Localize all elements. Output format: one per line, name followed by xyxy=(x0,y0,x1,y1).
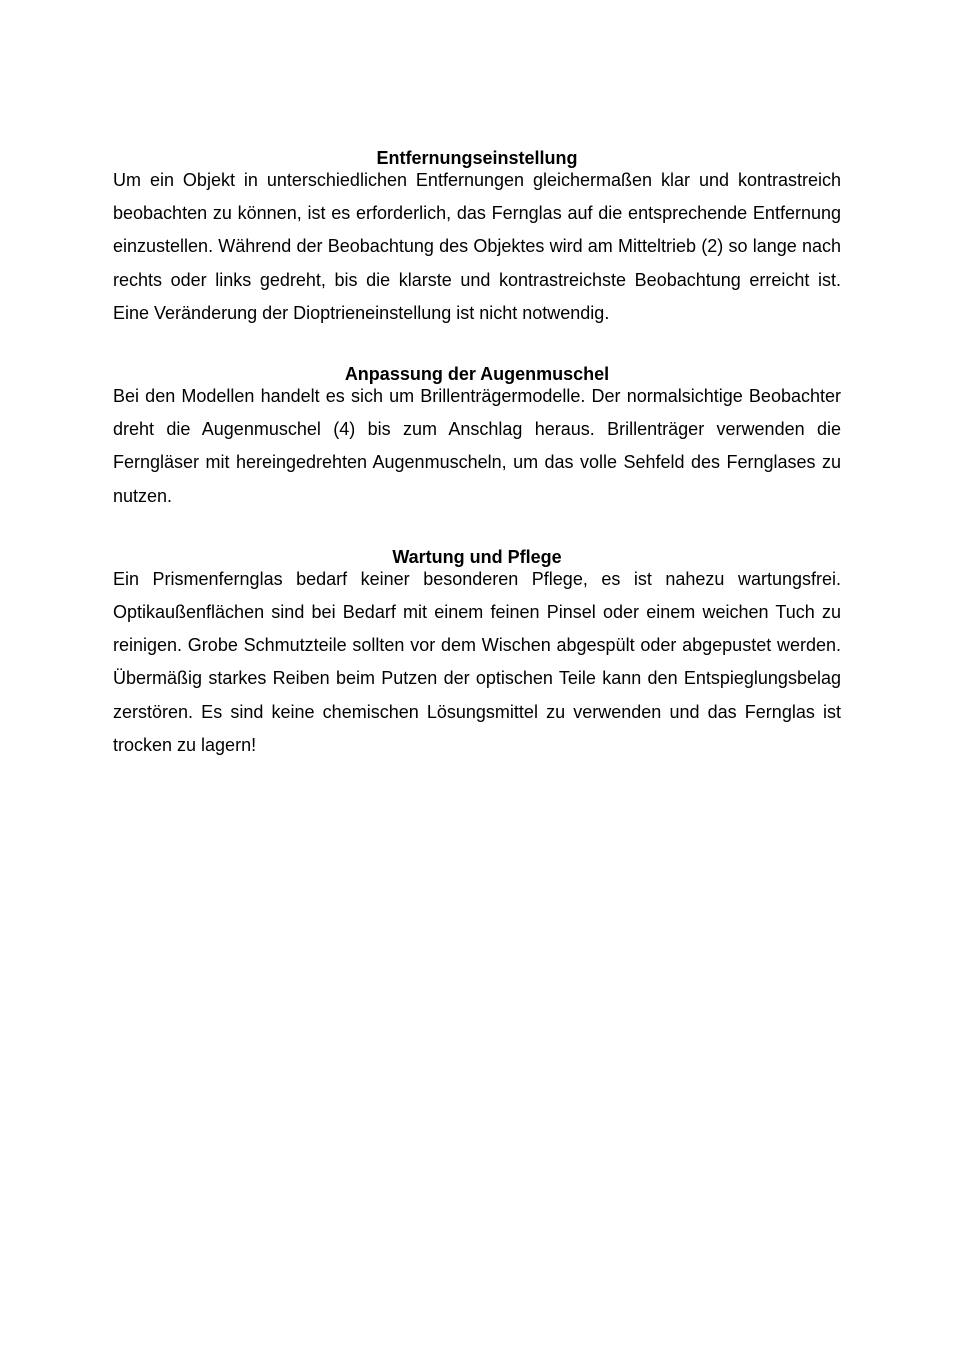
section-paragraph: Bei den Modellen handelt es sich um Brillenträgermodelle. Der normalsichtige Beobachter dreht die Augenmuschel (4) bis zum Anschlag heraus. Brillenträger verwenden die Ferngläser mit hereingedrehten Augenmuscheln, um das volle Sehfeld des Fernglases zu nutzen. xyxy=(113,386,841,506)
section-heading: Wartung und Pflege xyxy=(392,546,562,567)
section-augenmuschel xyxy=(113,363,841,513)
section-heading: Anpassung der Augenmuschel xyxy=(344,364,610,385)
document-page xyxy=(113,147,841,762)
section-paragraph: Ein Prismenfernglas bedarf keiner besonderen Pflege, es ist nahezu wartungsfrei. Optikaußenflächen sind bei Bedarf mit einem feinen Pinsel oder einem weichen Tuch zu reinigen. Grobe Schmutzteile sollten vor dem Wischen abgespült oder abgepustet werden. Übermäßig starkes Reiben beim Putzen der optischen Teile kann den Entspieglungsbelag zerstören. Es sind keine chemischen Lösungsmittel zu verwenden und das Fernglas ist trocken zu lagern! xyxy=(113,568,841,755)
section-wartung xyxy=(113,546,841,762)
section-paragraph: Um ein Objekt in unterschiedlichen Entfernungen gleichermaßen klar und kontrastreich beobachten zu können, ist es erforderlich, das Fernglas auf die entsprechende Entfernung einzustellen. Während der Beobachtung des Objektes wird am Mitteltrieb (2) so lange nach rechts oder links gedreht, bis die klarste und kontrastreichste Beobachtung erreicht ist. Eine Veränderung der Dioptrieneinstellung ist nicht notwendig. xyxy=(113,170,841,323)
section-entfernungseinstellung xyxy=(113,147,841,330)
section-heading: Entfernungseinstellung xyxy=(376,148,578,168)
